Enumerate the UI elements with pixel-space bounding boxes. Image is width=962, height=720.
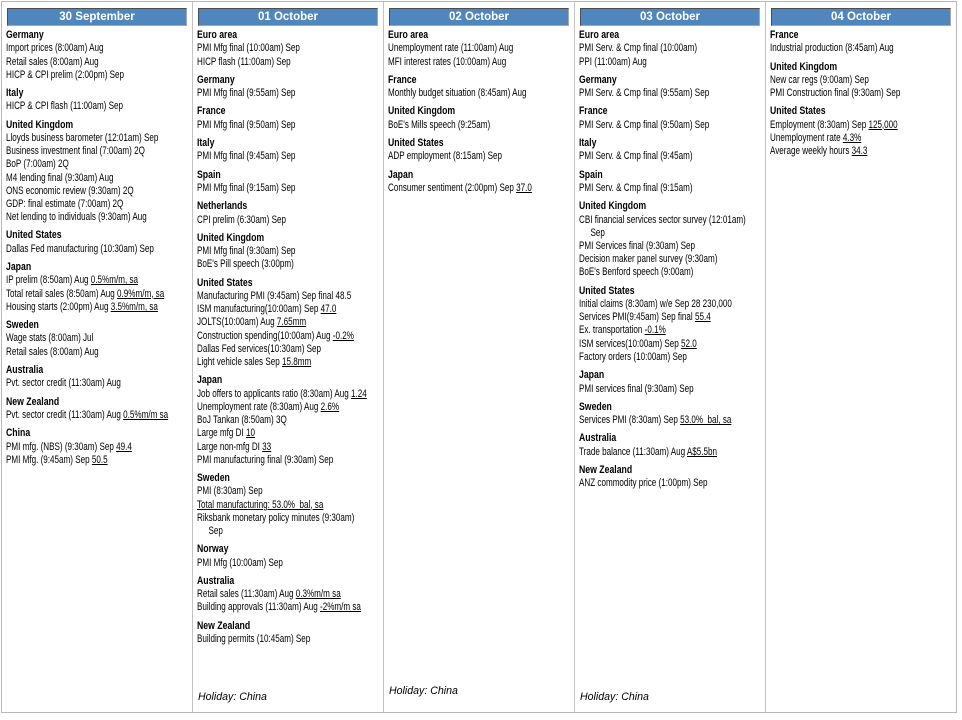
column-content	[6, 29, 192, 467]
column-body	[579, 29, 765, 491]
event-text: Net lending to individuals (9:30am) Aug	[6, 211, 147, 224]
event-text: JOLTS(10:00am) Aug	[197, 316, 277, 329]
country-heading: Japan	[197, 374, 223, 387]
event-value: 1.24	[351, 387, 367, 400]
event-line	[770, 132, 956, 145]
country-heading: United Kingdom	[770, 60, 838, 73]
event-line	[6, 69, 192, 82]
event-text: Initial claims (8:30am) w/e Sep 28 230,000	[579, 298, 732, 311]
country-heading: Italy	[6, 87, 24, 100]
country-heading: Sweden	[6, 319, 39, 332]
event-line	[6, 211, 192, 224]
event-text: PMI Serv. & Cmp final (9:55am) Sep	[579, 87, 710, 100]
event-line	[579, 42, 765, 55]
country-heading: United States	[579, 284, 635, 297]
country-heading: Japan	[388, 168, 414, 181]
event-text: Industrial production (8:45am) Aug	[770, 42, 894, 55]
event-value: 52.0	[681, 337, 697, 350]
event-value: 0.5%m/m sa	[123, 408, 169, 421]
event-value: 4.3%	[842, 132, 862, 145]
event-value: -0.2%	[332, 329, 354, 342]
event-line	[6, 377, 192, 390]
event-text: Import prices (8:00am) Aug	[6, 42, 104, 55]
country-heading: Australia	[579, 432, 617, 445]
event-value: 10	[246, 427, 256, 440]
holiday-note: Holiday: China	[580, 691, 649, 703]
event-value: 0.5%m/m, sa	[90, 274, 139, 287]
event-text: Building approvals (11:30am) Aug	[197, 601, 321, 614]
event-line	[6, 441, 192, 454]
column-content	[579, 29, 765, 491]
event-text: Decision maker panel survey (9:30am)	[579, 253, 718, 266]
event-line	[579, 383, 765, 396]
event-line	[197, 245, 383, 258]
event-line	[388, 56, 574, 69]
event-text: ADP employment (8:15am) Sep	[388, 150, 503, 163]
country-heading: Sweden	[579, 400, 612, 413]
event-line	[579, 351, 765, 364]
event-line	[579, 56, 765, 69]
date-header-label: 30 September	[59, 11, 135, 23]
event-value: 37.0	[516, 182, 532, 195]
event-line	[579, 446, 765, 459]
day-column	[2, 2, 193, 712]
event-value: 3.5%m/m, sa	[110, 300, 158, 313]
country-heading: United Kingdom	[388, 105, 456, 118]
column-body	[770, 29, 956, 158]
event-text: PMI Serv. & Cmp final (10:00am)	[579, 42, 698, 55]
country-heading: United States	[770, 105, 826, 118]
country-heading: United Kingdom	[197, 231, 265, 244]
event-text: PMI services final (9:30am) Sep	[579, 382, 694, 395]
event-value: -2%m/m sa	[320, 601, 361, 614]
event-line	[6, 172, 192, 185]
event-text: Dallas Fed manufacturing (10:30am) Sep	[6, 242, 154, 255]
event-text: Light vehicle sales Sep	[197, 356, 282, 369]
event-line	[6, 132, 192, 145]
country-heading: Euro area	[579, 29, 620, 41]
event-text: Employment (8:30am) Sep	[770, 118, 869, 131]
event-text: Services PMI (8:30am) Sep	[579, 414, 681, 427]
holiday-note: Holiday: China	[198, 691, 267, 703]
country-heading: France	[388, 73, 417, 86]
event-line	[6, 243, 192, 256]
event-text: PMI Mfg final (9:30am) Sep	[197, 245, 296, 258]
country-heading: Australia	[197, 574, 235, 587]
date-header	[580, 8, 760, 26]
country-heading: New Zealand	[197, 619, 251, 632]
date-header	[771, 8, 951, 26]
event-text: PMI Mfg (10:00am) Sep	[197, 556, 283, 569]
event-text: Pvt. sector credit (11:30am) Aug	[6, 377, 121, 390]
country-heading: United States	[388, 137, 444, 150]
event-text: Wage stats (8:00am) Jul	[6, 332, 94, 345]
event-line	[197, 258, 383, 271]
country-heading: Euro area	[388, 29, 429, 41]
country-heading: United States	[197, 276, 253, 289]
event-text: Construction spending(10:00am) Aug	[197, 329, 333, 342]
event-line	[6, 346, 192, 359]
country-heading: United Kingdom	[6, 118, 74, 131]
event-value: 7.65mm	[276, 316, 307, 329]
event-line	[197, 316, 383, 329]
event-line	[579, 150, 765, 163]
event-line	[388, 182, 574, 195]
event-text: PMI manufacturing final (9:30am) Sep	[197, 453, 334, 466]
country-heading: Japan	[579, 369, 605, 382]
economic-calendar-table	[1, 1, 957, 713]
event-text: PMI (8:30am) Sep	[197, 485, 263, 498]
event-value: 33	[262, 440, 272, 453]
event-text: IP prelim (8:50am) Aug	[6, 274, 91, 287]
event-line	[197, 512, 383, 525]
event-line	[579, 324, 765, 337]
country-heading: Germany	[197, 73, 235, 86]
event-line	[197, 214, 383, 227]
event-value: -0.1%	[644, 324, 666, 337]
event-value: 50.5	[91, 453, 108, 466]
event-text: PMI Serv. & Cmp final (9:45am)	[579, 150, 693, 163]
event-text: BoE's Pill speech (3:00pm)	[197, 258, 294, 271]
event-text: BoP (7:00am) 2Q	[6, 158, 69, 171]
date-header	[198, 8, 378, 26]
country-heading: Netherlands	[197, 200, 248, 213]
event-text: PMI Construction final (9:30am) Sep	[770, 87, 901, 100]
event-line	[197, 633, 383, 646]
event-text: Monthly budget situation (8:45am) Aug	[388, 87, 527, 100]
event-text: M4 lending final (9:30am) Aug	[6, 171, 114, 184]
country-heading: New Zealand	[6, 395, 60, 408]
event-line	[579, 338, 765, 351]
date-header-label: 02 October	[448, 11, 510, 23]
event-text: ANZ commodity price (1:00pm) Sep	[579, 477, 708, 490]
country-heading: Spain	[197, 168, 221, 181]
event-line	[6, 332, 192, 345]
event-text: Riksbank monetary policy minutes (9:30am)	[197, 511, 355, 524]
event-value: 0.9%m/m, sa	[117, 287, 165, 300]
event-text: CPI prelim (6:30am) Sep	[197, 213, 286, 226]
event-text: PMI Mfg. (9:45am) Sep	[6, 453, 92, 466]
event-line	[6, 100, 192, 113]
event-text: GDP: final estimate (7:00am) 2Q	[6, 198, 124, 211]
event-line	[388, 87, 574, 100]
event-text: PMI Mfg final (10:00am) Sep	[197, 42, 300, 55]
event-line	[6, 158, 192, 171]
country-heading: Australia	[6, 363, 44, 376]
country-heading: Italy	[197, 137, 215, 150]
event-line	[6, 288, 192, 301]
event-line	[6, 42, 192, 55]
event-value: 2.6%	[320, 400, 340, 413]
event-text: Large mfg DI	[197, 427, 247, 440]
event-line	[197, 588, 383, 601]
event-text: BoE's Mills speech (9:25am)	[388, 118, 491, 131]
event-text: HICP & CPI prelim (2:00pm) Sep	[6, 68, 125, 81]
event-value: 34.3	[851, 145, 868, 158]
event-text: Retail sales (8:00am) Aug	[6, 55, 99, 68]
event-text: ONS economic review (9:30am) 2Q	[6, 184, 134, 197]
country-heading: Sweden	[197, 471, 230, 484]
event-text: Total retail sales (8:50am) Aug	[6, 287, 118, 300]
event-line	[197, 343, 383, 356]
column-content	[197, 29, 383, 646]
event-line	[770, 87, 956, 100]
event-text: Dallas Fed services(10:30am) Sep	[197, 342, 322, 355]
event-text: Unemployment rate (8:30am) Aug	[197, 400, 321, 413]
event-text: BoE's Benford speech (9:00am)	[579, 266, 694, 279]
event-value: 49.4	[116, 440, 132, 453]
date-header	[7, 8, 187, 26]
event-text: Business investment final (7:00am) 2Q	[6, 145, 145, 158]
country-heading: China	[6, 427, 31, 440]
event-line	[197, 414, 383, 427]
event-text: Unemployment rate	[770, 132, 843, 145]
event-text: Lloyds business barometer (12:01am) Sep	[6, 132, 159, 145]
event-value: 55.4	[694, 311, 711, 324]
event-line	[197, 427, 383, 440]
country-heading: Spain	[579, 168, 603, 181]
country-heading: Norway	[197, 543, 229, 556]
country-heading: France	[579, 105, 608, 118]
event-text: Trade balance (11:30am) Aug	[579, 445, 687, 458]
event-text: PMI Mfg final (9:55am) Sep	[197, 87, 296, 100]
country-heading: France	[197, 105, 226, 118]
event-line	[197, 388, 383, 401]
country-heading: United States	[6, 229, 62, 242]
event-value: Total manufacturing: 53.0% bal, sa	[197, 498, 324, 511]
day-column	[384, 2, 575, 712]
event-line	[579, 298, 765, 311]
event-text: Average weekly hours	[770, 145, 852, 158]
event-line	[197, 119, 383, 132]
event-line	[579, 240, 765, 253]
event-line	[197, 401, 383, 414]
event-line	[6, 185, 192, 198]
event-text: Retail sales (11:30am) Aug	[197, 588, 296, 601]
event-line	[197, 525, 383, 538]
event-line	[6, 145, 192, 158]
event-line	[197, 182, 383, 195]
column-body	[197, 29, 383, 646]
event-line	[197, 42, 383, 55]
country-heading: Euro area	[197, 29, 238, 41]
event-line	[6, 56, 192, 69]
event-line	[197, 330, 383, 343]
column-content	[770, 29, 956, 158]
column-body	[388, 29, 574, 195]
event-line	[6, 301, 192, 314]
date-header-label: 04 October	[830, 11, 892, 23]
event-text: HICP & CPI flash (11:00am) Sep	[6, 100, 124, 113]
event-text: PMI Services final (9:30am) Sep	[579, 240, 695, 253]
date-header	[389, 8, 569, 26]
event-text: PMI Mfg final (9:45am) Sep	[197, 150, 296, 163]
event-text: PPI (11:00am) Aug	[579, 55, 647, 68]
date-header-label: 03 October	[639, 11, 701, 23]
event-text: Consumer sentiment (2:00pm) Sep	[388, 182, 517, 195]
event-line	[197, 499, 383, 512]
event-line	[579, 266, 765, 279]
day-column	[766, 2, 956, 712]
event-line	[579, 477, 765, 490]
event-value: 125,000	[868, 118, 898, 131]
event-text: CBI financial services sector survey (12:01am)	[579, 213, 746, 226]
event-text: MFI interest rates (10:00am) Aug	[388, 55, 507, 68]
event-line	[770, 42, 956, 55]
event-text: PMI Mfg final (9:15am) Sep	[197, 182, 296, 195]
event-text: Housing starts (2:00pm) Aug	[6, 300, 111, 313]
event-value: 53.0% bal, sa	[680, 414, 732, 427]
event-line	[197, 87, 383, 100]
event-text: PMI Mfg final (9:50am) Sep	[197, 118, 296, 131]
event-line	[197, 454, 383, 467]
country-heading: Italy	[579, 137, 597, 150]
event-line	[579, 214, 765, 227]
event-line	[197, 150, 383, 163]
event-line	[770, 145, 956, 158]
column-body	[6, 29, 192, 467]
country-heading: New Zealand	[579, 463, 633, 476]
event-text: Pvt. sector credit (11:30am) Aug	[6, 408, 124, 421]
event-text: Manufacturing PMI (9:45am) Sep final 48.5	[197, 290, 352, 303]
event-text: PMI mfg. (NBS) (9:30am) Sep	[6, 440, 117, 453]
event-line	[6, 409, 192, 422]
event-line	[388, 42, 574, 55]
event-line	[6, 198, 192, 211]
event-line	[197, 303, 383, 316]
country-heading: United Kingdom	[579, 200, 647, 213]
event-text: BoJ Tankan (8:50am) 3Q	[197, 414, 287, 427]
event-text: PMI Serv. & Cmp final (9:15am)	[579, 182, 693, 195]
event-text: Sep	[590, 226, 605, 239]
event-text: Ex. transportation	[579, 324, 645, 337]
event-line	[579, 182, 765, 195]
event-line	[579, 311, 765, 324]
column-content	[388, 29, 574, 195]
event-text: ISM services(10:00am) Sep	[579, 337, 682, 350]
event-line	[197, 56, 383, 69]
event-line	[6, 274, 192, 287]
event-line	[579, 227, 765, 240]
event-line	[579, 87, 765, 100]
event-line	[770, 119, 956, 132]
day-column	[575, 2, 766, 712]
event-text: PMI Serv. & Cmp final (9:50am) Sep	[579, 118, 710, 131]
event-text: Services PMI(9:45am) Sep final	[579, 311, 695, 324]
event-line	[197, 356, 383, 369]
event-text: Large non-mfg DI	[197, 440, 263, 453]
event-line	[197, 601, 383, 614]
event-text: Factory orders (10:00am) Sep	[579, 350, 687, 363]
event-line	[579, 414, 765, 427]
event-text: Job offers to applicants ratio (8:30am) Aug	[197, 387, 352, 400]
event-text: Building permits (10:45am) Sep	[197, 632, 311, 645]
date-header-label: 01 October	[257, 11, 319, 23]
event-text: Retail sales (8:00am) Aug	[6, 345, 99, 358]
event-line	[197, 441, 383, 454]
event-line	[388, 119, 574, 132]
event-line	[197, 485, 383, 498]
country-heading: France	[770, 29, 799, 41]
event-line	[388, 150, 574, 163]
event-line	[197, 290, 383, 303]
event-line	[6, 454, 192, 467]
country-heading: Japan	[6, 261, 32, 274]
event-text: Sep	[208, 524, 223, 537]
event-value: 47.0	[320, 303, 337, 316]
event-value: A$5.5bn	[686, 445, 718, 458]
event-line	[579, 119, 765, 132]
event-text: Unemployment rate (11:00am) Aug	[388, 42, 514, 55]
event-line	[579, 253, 765, 266]
event-text: HICP flash (11:00am) Sep	[197, 55, 291, 68]
day-column	[193, 2, 384, 712]
country-heading: Germany	[6, 29, 44, 41]
event-line	[770, 74, 956, 87]
event-text: ISM manufacturing(10:00am) Sep	[197, 303, 321, 316]
event-line	[197, 557, 383, 570]
event-value: 15.8mm	[281, 356, 312, 369]
country-heading: Germany	[579, 73, 617, 86]
event-value: 0.3%m/m sa	[295, 588, 341, 601]
holiday-note: Holiday: China	[389, 685, 458, 697]
event-text: New car regs (9:00am) Sep	[770, 74, 869, 87]
